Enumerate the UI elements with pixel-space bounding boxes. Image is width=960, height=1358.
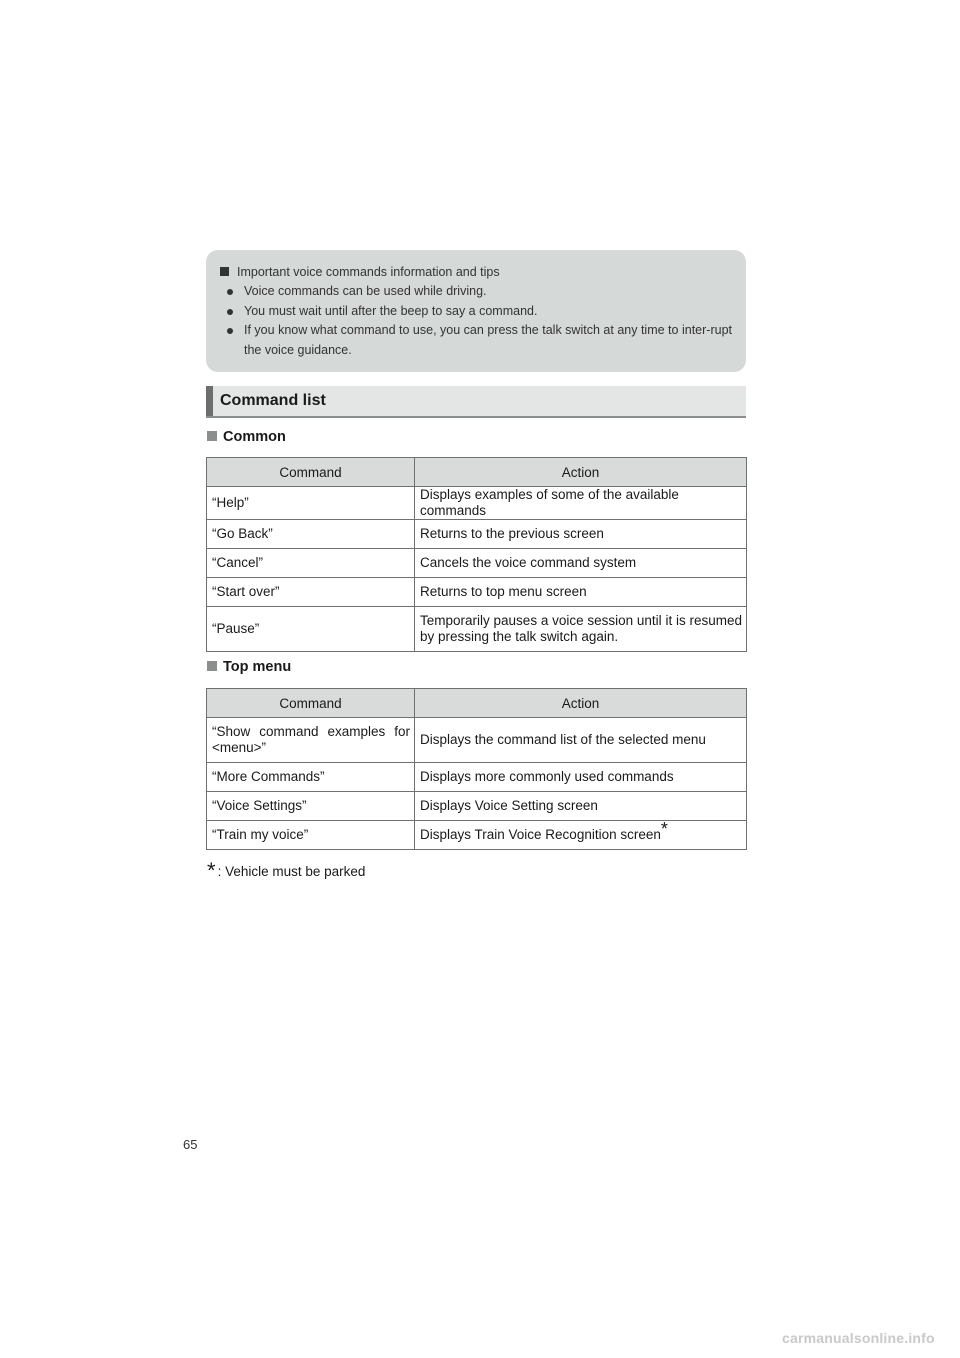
command-cell: “Start over” xyxy=(207,578,415,607)
action-cell: Displays examples of some of the available commands xyxy=(415,487,747,520)
tip-item: Voice commands can be used while driving. xyxy=(220,282,732,302)
table-row xyxy=(207,763,747,792)
action-cell: Displays more commonly used commands xyxy=(415,763,747,792)
table-row xyxy=(207,718,747,763)
table-row xyxy=(207,821,747,850)
section-header xyxy=(206,386,746,418)
command-cell: “Train my voice” xyxy=(207,821,415,850)
table-row xyxy=(207,549,747,578)
top-menu-command-table xyxy=(206,688,747,850)
tip-item: If you know what command to use, you can press the talk switch at any time to inter-rupt the voice guidance. xyxy=(220,321,732,360)
command-cell: “More Commands” xyxy=(207,763,415,792)
footnote xyxy=(207,858,365,885)
command-cell: “Cancel” xyxy=(207,549,415,578)
command-cell: “Show command examples for <menu>” xyxy=(207,718,415,763)
table-header-row xyxy=(207,458,747,487)
column-header-command: Command xyxy=(207,689,415,718)
command-cell: “Go Back” xyxy=(207,520,415,549)
action-cell: Displays Train Voice Recognition screen* xyxy=(415,821,747,850)
action-cell: Returns to the previous screen xyxy=(415,520,747,549)
section-accent-bar xyxy=(206,386,213,416)
footnote-mark: * xyxy=(207,858,216,883)
footnote-text: : Vehicle must be parked xyxy=(217,864,366,879)
watermark: carmanualsonline.info xyxy=(782,1330,935,1346)
action-cell: Displays Voice Setting screen xyxy=(415,792,747,821)
column-header-action: Action xyxy=(415,689,747,718)
command-cell: “Voice Settings” xyxy=(207,792,415,821)
table-row xyxy=(207,487,747,520)
table-row xyxy=(207,607,747,652)
square-bullet-icon xyxy=(220,267,229,276)
square-bullet-icon xyxy=(207,661,217,671)
table-row xyxy=(207,792,747,821)
action-cell: Temporarily pauses a voice session until it is resumed by pressing the talk switch again. xyxy=(415,607,747,652)
table-row xyxy=(207,520,747,549)
command-cell: “Pause” xyxy=(207,607,415,652)
common-command-table xyxy=(206,457,747,652)
column-header-command: Command xyxy=(207,458,415,487)
tip-item: You must wait until after the beep to say a command. xyxy=(220,302,732,322)
tips-box xyxy=(206,250,746,372)
common-heading: Common xyxy=(207,427,286,447)
top-menu-heading: Top menu xyxy=(207,657,291,677)
page-number: 65 xyxy=(183,1137,198,1152)
bullet-icon xyxy=(227,289,233,295)
tips-heading: Important voice commands information and tips xyxy=(220,262,732,282)
table-header-row xyxy=(207,689,747,718)
column-header-action: Action xyxy=(415,458,747,487)
square-bullet-icon xyxy=(207,431,217,441)
table-row xyxy=(207,578,747,607)
tips-list xyxy=(220,282,732,360)
action-cell: Cancels the voice command system xyxy=(415,549,747,578)
action-cell: Displays the command list of the selected menu xyxy=(415,718,747,763)
section-title: Command list xyxy=(220,392,326,409)
bullet-icon xyxy=(227,328,233,334)
action-cell: Returns to top menu screen xyxy=(415,578,747,607)
command-cell: “Help” xyxy=(207,487,415,520)
footnote-mark: * xyxy=(660,819,668,839)
bullet-icon xyxy=(227,309,233,315)
